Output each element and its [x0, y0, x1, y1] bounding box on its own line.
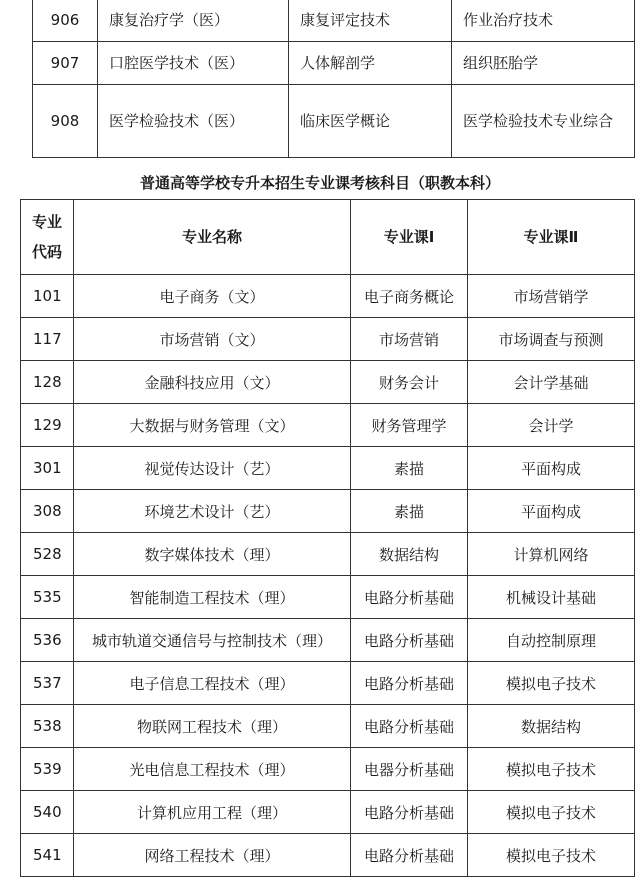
course2-cell: 模拟电子技术: [468, 662, 635, 705]
course2-cell: 医学检验技术专业综合: [452, 85, 635, 158]
code-cell: 907: [33, 42, 98, 85]
code-cell: 129: [21, 404, 74, 447]
code-cell: 536: [21, 619, 74, 662]
code-cell: 541: [21, 834, 74, 877]
table-row: [21, 404, 635, 447]
code-cell: 538: [21, 705, 74, 748]
table-row: [21, 576, 635, 619]
code-cell: 535: [21, 576, 74, 619]
code-cell: 908: [33, 85, 98, 158]
code-cell: 301: [21, 447, 74, 490]
main-table-body: [21, 275, 635, 877]
course2-cell: 平面构成: [468, 447, 635, 490]
major-cell: 网络工程技术（理）: [74, 834, 351, 877]
header-code-line1: 专业: [31, 213, 62, 231]
major-cell: 金融科技应用（文）: [74, 361, 351, 404]
table-row: [21, 705, 635, 748]
course2-cell: 模拟电子技术: [468, 748, 635, 791]
table-row: [33, 42, 635, 85]
major-cell: 数字媒体技术（理）: [74, 533, 351, 576]
table-row: [21, 834, 635, 877]
course1-cell: 数据结构: [351, 533, 468, 576]
table-row: [33, 0, 635, 42]
code-cell: 308: [21, 490, 74, 533]
course1-cell: 市场营销: [351, 318, 468, 361]
course2-cell: 会计学基础: [468, 361, 635, 404]
major-cell: 电子商务（文）: [74, 275, 351, 318]
table-row: [21, 275, 635, 318]
table-row: [33, 85, 635, 158]
course2-cell: 市场营销学: [468, 275, 635, 318]
table-row: [21, 791, 635, 834]
top-course-table: [32, 0, 635, 158]
course2-cell: 自动控制原理: [468, 619, 635, 662]
code-cell: 539: [21, 748, 74, 791]
major-cell: 计算机应用工程（理）: [74, 791, 351, 834]
code-cell: 128: [21, 361, 74, 404]
major-cell: 口腔医学技术（医）: [98, 42, 289, 85]
table-row: [21, 490, 635, 533]
course1-cell: 康复评定技术: [289, 0, 452, 42]
course1-cell: 临床医学概论: [289, 85, 452, 158]
table-row: [21, 748, 635, 791]
course2-cell: 模拟电子技术: [468, 834, 635, 877]
header-course1: 专业课Ⅰ: [351, 200, 468, 275]
course2-cell: 组织胚胎学: [452, 42, 635, 85]
header-code-line2: 代码: [31, 243, 62, 261]
table-row: [21, 361, 635, 404]
table-row: [21, 318, 635, 361]
course1-cell: 素描: [351, 490, 468, 533]
code-cell: 528: [21, 533, 74, 576]
course2-cell: 作业治疗技术: [452, 0, 635, 42]
course1-cell: 电路分析基础: [351, 705, 468, 748]
header-course2: 专业课Ⅱ: [468, 200, 635, 275]
major-cell: 视觉传达设计（艺）: [74, 447, 351, 490]
header-major: 专业名称: [74, 200, 351, 275]
major-cell: 智能制造工程技术（理）: [74, 576, 351, 619]
course2-cell: 计算机网络: [468, 533, 635, 576]
course1-cell: 电路分析基础: [351, 834, 468, 877]
major-cell: 康复治疗学（医）: [98, 0, 289, 42]
table-row: [21, 533, 635, 576]
table-header: [21, 200, 635, 275]
course2-cell: 模拟电子技术: [468, 791, 635, 834]
major-cell: 医学检验技术（医）: [98, 85, 289, 158]
major-cell: 电子信息工程技术（理）: [74, 662, 351, 705]
top-table-body: [33, 0, 635, 158]
course1-cell: 电器分析基础: [351, 748, 468, 791]
course1-cell: 素描: [351, 447, 468, 490]
course2-cell: 市场调查与预测: [468, 318, 635, 361]
course2-cell: 平面构成: [468, 490, 635, 533]
header-row: [21, 200, 635, 275]
code-cell: 537: [21, 662, 74, 705]
major-cell: 大数据与财务管理（文）: [74, 404, 351, 447]
course1-cell: 电路分析基础: [351, 662, 468, 705]
code-cell: 101: [21, 275, 74, 318]
major-cell: 环境艺术设计（艺）: [74, 490, 351, 533]
table-row: [21, 619, 635, 662]
main-course-table: [20, 199, 635, 877]
course1-cell: 财务管理学: [351, 404, 468, 447]
code-cell: 540: [21, 791, 74, 834]
course1-cell: 人体解剖学: [289, 42, 452, 85]
code-cell: 117: [21, 318, 74, 361]
course2-cell: 数据结构: [468, 705, 635, 748]
major-cell: 市场营销（文）: [74, 318, 351, 361]
course2-cell: 会计学: [468, 404, 635, 447]
course1-cell: 电路分析基础: [351, 791, 468, 834]
course1-cell: 电子商务概论: [351, 275, 468, 318]
course1-cell: 电路分析基础: [351, 619, 468, 662]
header-code: [21, 200, 74, 275]
major-cell: 光电信息工程技术（理）: [74, 748, 351, 791]
course1-cell: 电路分析基础: [351, 576, 468, 619]
course1-cell: 财务会计: [351, 361, 468, 404]
major-cell: 物联网工程技术（理）: [74, 705, 351, 748]
section-title: 普通高等学校专升本招生专业课考核科目（职教本科）: [139, 174, 500, 192]
code-cell: 906: [33, 0, 98, 42]
major-cell: 城市轨道交通信号与控制技术（理）: [74, 619, 351, 662]
table-row: [21, 447, 635, 490]
table-row: [21, 662, 635, 705]
course2-cell: 机械设计基础: [468, 576, 635, 619]
